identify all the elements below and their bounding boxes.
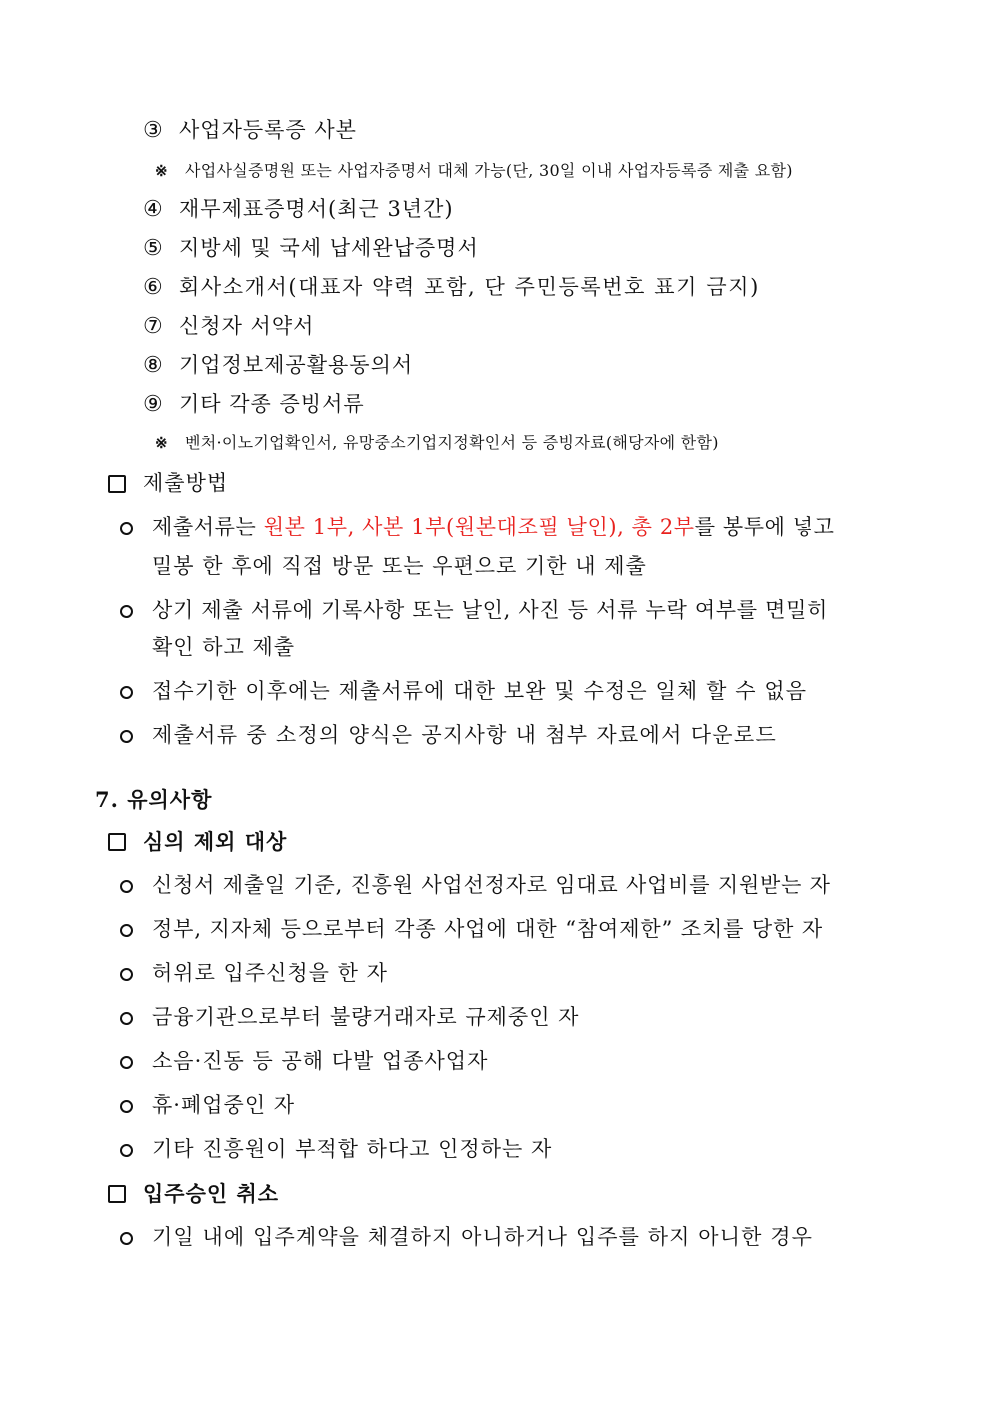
hollow-circle-bullet-icon [120, 924, 133, 937]
doc-item-8: ⑧ 기업정보제공활용동의서 [143, 353, 414, 378]
circled-number: ④ [143, 197, 164, 222]
circled-number: ⑥ [143, 275, 165, 300]
exclusion-item: 정부, 지자체 등으로부터 각종 사업에 대한 “참여제한” 조치를 당한 자 [152, 917, 824, 941]
highlighted-requirement: 원본 1부, 사본 1부(원본대조필 날인), 총 2부 [263, 515, 695, 539]
submission-heading: 제출방법 [143, 471, 229, 495]
doc-item-5: ⑤ 지방세 및 국세 납세완납증명서 [143, 236, 479, 261]
doc-item-9: ⑨ 기타 각종 증빙서류 [143, 392, 365, 417]
hollow-circle-bullet-icon [120, 1144, 133, 1157]
hollow-circle-bullet-icon [120, 522, 133, 535]
doc-item-6: ⑥ 회사소개서(대표자 약력 포함, 단 주민등록번호 표기 금지) [143, 275, 760, 300]
circled-number: ⑨ [143, 392, 164, 417]
doc-note-2: ※ 벤처·이노기업확인서, 유망중소기업지정확인서 등 증빙자료(해당자에 한함) [155, 433, 719, 452]
exclusion-item: 기타 진흥원이 부적합 하다고 인정하는 자 [152, 1137, 553, 1161]
reference-mark: ※ [155, 162, 168, 180]
hollow-circle-bullet-icon [120, 1100, 133, 1113]
cancel-heading: 입주승인 취소 [143, 1181, 280, 1206]
exclusion-item: 휴·폐업중인 자 [152, 1093, 296, 1117]
checkbox-square-icon [108, 833, 126, 851]
checkbox-square-icon [108, 475, 126, 493]
hollow-circle-bullet-icon [120, 1232, 133, 1245]
exclusion-item: 신청서 제출일 기준, 진흥원 사업선정자로 임대료 사업비를 지원받는 자 [152, 873, 831, 897]
submission-item-1-cont: 밀봉 한 후에 직접 방문 또는 우편으로 기한 내 제출 [152, 554, 647, 578]
circled-number: ⑧ [143, 353, 164, 378]
checkbox-square-icon [108, 1185, 126, 1203]
submission-item-1: 제출서류는 원본 1부, 사본 1부(원본대조필 날인), 총 2부를 봉투에 넣고 [152, 515, 835, 539]
circled-number: ⑦ [143, 314, 164, 339]
exclusion-item: 허위로 입주신청을 한 자 [152, 961, 388, 985]
doc-item-4: ④ 재무제표증명서(최근 3년간) [143, 197, 454, 222]
doc-note-1: ※ 사업사실증명원 또는 사업자증명서 대체 가능(단, 30일 이내 사업자등록증 제출 요함) [155, 161, 793, 180]
reference-mark: ※ [155, 434, 168, 452]
circled-number: ⑤ [143, 236, 164, 261]
submission-item-3: 접수기한 이후에는 제출서류에 대한 보완 및 수정은 일체 할 수 없음 [152, 679, 808, 703]
exclusion-heading: 심의 제외 대상 [143, 829, 288, 854]
submission-item-2: 상기 제출 서류에 기록사항 또는 날인, 사진 등 서류 누락 여부를 면밀히 [152, 598, 829, 622]
hollow-circle-bullet-icon [120, 968, 133, 981]
cancel-item: 기일 내에 입주계약을 체결하지 아니하거나 입주를 하지 아니한 경우 [152, 1225, 814, 1249]
hollow-circle-bullet-icon [120, 730, 133, 743]
hollow-circle-bullet-icon [120, 686, 133, 699]
section-7-title: 7. 유의사항 [95, 787, 213, 812]
exclusion-item: 소음·진동 등 공해 다발 업종사업자 [152, 1049, 489, 1073]
hollow-circle-bullet-icon [120, 1012, 133, 1025]
hollow-circle-bullet-icon [120, 1056, 133, 1069]
doc-item-7: ⑦ 신청자 서약서 [143, 314, 315, 339]
hollow-circle-bullet-icon [120, 605, 133, 618]
submission-item-4: 제출서류 중 소정의 양식은 공지사항 내 첨부 자료에서 다운로드 [152, 723, 778, 747]
hollow-circle-bullet-icon [120, 880, 133, 893]
doc-item-3: ③ 사업자등록증 사본 [143, 118, 357, 143]
exclusion-item: 금융기관으로부터 불량거래자로 규제중인 자 [152, 1005, 580, 1029]
circled-number: ③ [143, 118, 164, 143]
submission-item-2-cont: 확인 하고 제출 [152, 635, 296, 659]
